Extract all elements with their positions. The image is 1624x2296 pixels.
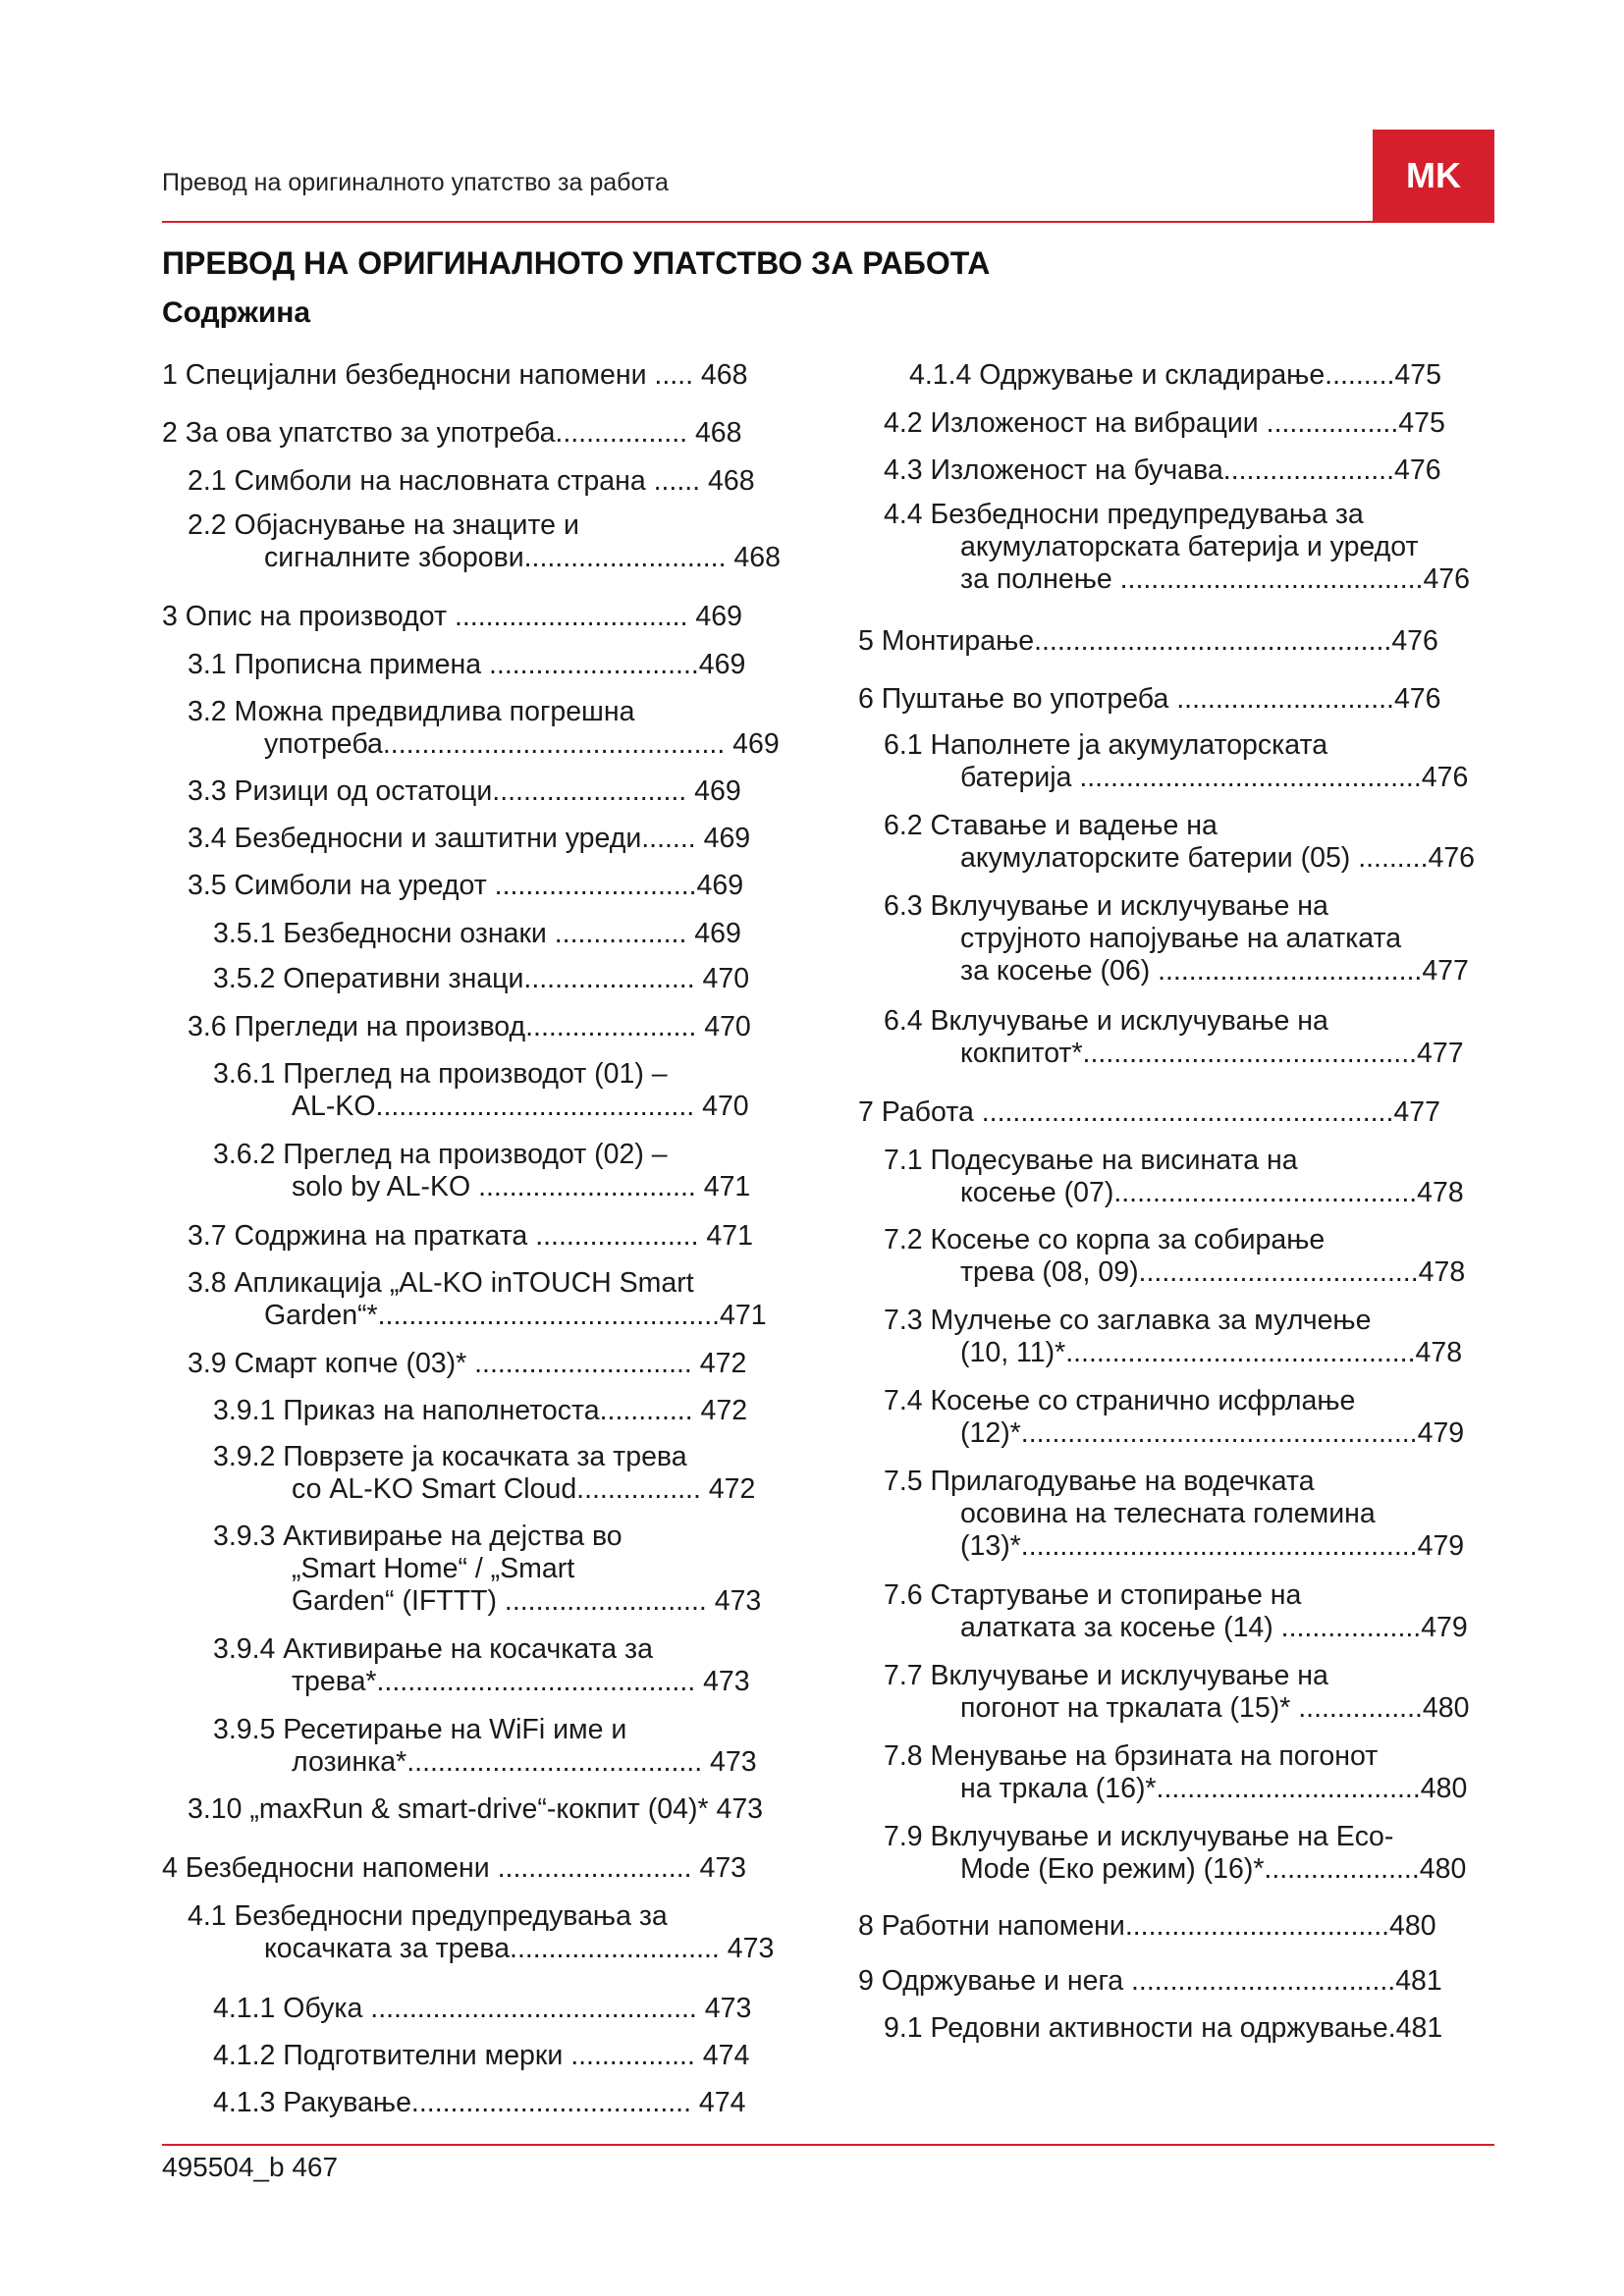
toc-entry xyxy=(213,2087,745,2119)
toc-entry xyxy=(188,1900,774,1965)
toc-entry-line: 3.6.2 Преглед на производот (02) – xyxy=(213,1139,668,1170)
toc-entry xyxy=(884,2012,1442,2045)
toc-entry-continuation: осовина на телесната големина xyxy=(960,1498,1376,1529)
toc-entry xyxy=(188,509,781,574)
toc-entry-continuation: батерија ............................................476 xyxy=(960,762,1469,793)
toc-entry-line: 3.8 Апликација „AL-KO inTOUCH Smart xyxy=(188,1267,694,1299)
toc-entry xyxy=(213,1058,749,1123)
toc-entry-continuation: косачката за трева........................... 473 xyxy=(264,1933,775,1964)
toc-entry-continuation: Garden“ (IFTTT) .......................... 473 xyxy=(292,1585,762,1617)
toc-entry xyxy=(188,1220,753,1253)
toc-entry-line: 3.10 „maxRun & smart-drive“-кокпит (04)* 473 xyxy=(188,1793,764,1825)
toc-entry-line: 6.3 Вклучување и исклучување на xyxy=(884,890,1328,922)
toc-entry-continuation: акумулаторската батерија и уредот xyxy=(960,531,1419,562)
toc-entry-continuation: за косење (06) ..................................477 xyxy=(960,955,1469,987)
toc-entry xyxy=(213,1395,747,1427)
toc-entry xyxy=(884,1224,1465,1289)
toc-entry-line: 4.1.1 Обука .......................................... 473 xyxy=(213,1993,752,2024)
toc-entry xyxy=(188,775,741,808)
toc-entry xyxy=(213,918,741,950)
toc-entry xyxy=(188,1267,767,1332)
toc-entry-continuation: лозинка*...................................... 473 xyxy=(292,1746,757,1778)
toc-entry-line: 3.3 Ризици од остатоци......................... 469 xyxy=(188,775,741,807)
toc-entry xyxy=(213,2040,749,2072)
toc-entry-line: 7.2 Косење со корпа за собирање xyxy=(884,1224,1326,1255)
footer-rule xyxy=(162,2144,1494,2146)
toc-entry-line: 4.1.2 Подготвителни мерки ................ 474 xyxy=(213,2040,750,2071)
toc-entry-continuation: акумулаторските батерии (05) .........476 xyxy=(960,842,1476,874)
toc-entry xyxy=(884,1305,1462,1369)
toc-entry xyxy=(858,625,1438,658)
running-header: Превод на оригиналното упатство за работа xyxy=(162,169,669,196)
toc-entry-line: 4.2 Изложеност на вибрации .................475 xyxy=(884,407,1445,439)
toc-entry-continuation: алатката за косење (14) ..................479 xyxy=(960,1612,1468,1643)
toc-entry-line: 3.6.1 Преглед на производот (01) – xyxy=(213,1058,668,1090)
toc-entry xyxy=(884,1005,1464,1070)
toc-entry-line: 3.7 Содржина на пратката ..................... 471 xyxy=(188,1220,753,1252)
toc-entry xyxy=(188,696,780,761)
toc-entry xyxy=(858,683,1441,716)
toc-entry xyxy=(884,1660,1469,1725)
toc-entry xyxy=(884,729,1468,794)
toc-entry-continuation: трева (08, 09)....................................478 xyxy=(960,1256,1466,1288)
toc-entry xyxy=(188,870,743,902)
toc-entry-line: 7.6 Стартување и стопирање на xyxy=(884,1579,1302,1611)
toc-entry xyxy=(188,649,745,681)
toc-entry-line: 7.8 Менување на брзината на погонот xyxy=(884,1740,1379,1772)
footer-page-number: 467 xyxy=(292,2152,339,2182)
toc-entry-line: 3.9.5 Ресетирање на WiFi име и xyxy=(213,1714,627,1745)
toc-entry xyxy=(884,1385,1464,1450)
toc-entry xyxy=(884,1740,1467,1805)
toc-entry-line: 3.5.2 Оперативни знаци...................... 470 xyxy=(213,963,750,994)
toc-entry-line: 4.1.4 Одржување и складирање.........475 xyxy=(909,359,1441,391)
toc-entry-line: 9 Одржување и нега ..................................481 xyxy=(858,1965,1442,1997)
toc-entry xyxy=(162,1852,746,1885)
toc-entry xyxy=(858,1096,1440,1129)
toc-entry-line: 7.1 Подесување на висината на xyxy=(884,1145,1298,1176)
toc-entry xyxy=(213,1714,757,1779)
toc-entry-line: 8 Работни напомени..................................480 xyxy=(858,1910,1436,1942)
toc-entry-line: 3.9.2 Поврзете ја косачката за трева xyxy=(213,1441,687,1472)
toc-entry xyxy=(884,810,1475,875)
toc-entry-continuation: (10, 11)*.............................................478 xyxy=(960,1337,1463,1368)
toc-entry xyxy=(188,465,755,498)
toc-entry-line: 7.9 Вклучување и исклучување на Eco- xyxy=(884,1821,1394,1852)
toc-entry-line: 6.4 Вклучување и исклучување на xyxy=(884,1005,1328,1037)
toc-entry xyxy=(213,963,749,995)
toc-entry xyxy=(188,1011,751,1043)
toc-entry-line: 7.4 Косење со странично исфрлање xyxy=(884,1385,1356,1416)
toc-entry xyxy=(213,1139,750,1203)
toc-entry-line: 3.9.4 Активирање на косачката за xyxy=(213,1633,653,1665)
toc-entry-line: 7.3 Мулчење со заглавка за мулчење xyxy=(884,1305,1372,1336)
toc-entry xyxy=(213,1521,761,1618)
toc-entry-continuation: (12)*...................................................479 xyxy=(960,1417,1465,1449)
toc-entry-line: 3.6 Прегледи на производ...................... 470 xyxy=(188,1011,751,1042)
toc-entry-line: 2.1 Симболи на насловната страна ...... 468 xyxy=(188,465,755,497)
toc-entry xyxy=(909,359,1441,392)
toc-entry-line: 3.5.1 Безбедносни ознаки ................. 469 xyxy=(213,918,741,949)
toc-entry-line: 7.7 Вклучување и исклучување на xyxy=(884,1660,1328,1691)
toc-entry-continuation: Mode (Еко режим) (16)*....................480 xyxy=(960,1853,1467,1885)
toc-entry-continuation: solo by AL-KO ............................ 471 xyxy=(292,1171,751,1202)
toc-entry xyxy=(858,1965,1442,1998)
toc-entry-line: 4.1.3 Ракување.................................... 474 xyxy=(213,2087,746,2118)
toc-entry xyxy=(188,823,750,855)
footer xyxy=(162,2152,338,2183)
toc-entry-line: 7 Работа .....................................................477 xyxy=(858,1096,1440,1128)
toc-entry-continuation: за полнење .......................................476 xyxy=(960,563,1470,595)
toc-entry-continuation: Garden“*............................................471 xyxy=(264,1300,767,1331)
toc-entry-continuation: AL-KO......................................... 470 xyxy=(292,1091,749,1122)
toc-entry-line: 3.5 Симболи на уредот ..........................469 xyxy=(188,870,744,901)
footer-doc-number: 495504_b xyxy=(162,2152,285,2182)
toc-entry-line: 4.4 Безбедносни предупредувања за xyxy=(884,499,1364,530)
toc-entry-continuation: струјното напојување на алатката xyxy=(960,923,1402,954)
toc-entry xyxy=(188,1793,763,1826)
toc-entry-line: 6.2 Ставање и вадење на xyxy=(884,810,1218,841)
toc-entry xyxy=(213,1633,750,1698)
toc-entry-continuation: употреба............................................ 469 xyxy=(264,728,780,760)
toc-entry xyxy=(884,407,1445,440)
toc-entry xyxy=(884,499,1470,596)
toc-entry xyxy=(884,454,1441,487)
toc-entry xyxy=(884,1466,1464,1563)
toc-entry xyxy=(884,1821,1466,1886)
toc-entry-line: 4 Безбедносни напомени ......................... 473 xyxy=(162,1852,747,1884)
header-rule xyxy=(162,221,1494,223)
toc-entry-continuation: погонот на тркалата (15)* ................480 xyxy=(960,1692,1470,1724)
toc-entry xyxy=(162,601,742,633)
toc-entry xyxy=(858,1910,1436,1943)
toc-entry xyxy=(188,1348,746,1380)
toc-entry-line: 3.9 Смарт копче (03)* ............................ 472 xyxy=(188,1348,747,1379)
toc-entry-continuation: трева*......................................... 473 xyxy=(292,1666,750,1697)
toc-entry-line: 3.4 Безбедносни и заштитни уреди....... 469 xyxy=(188,823,751,854)
toc-entry-line: 3.9.3 Активирање на дејства во xyxy=(213,1521,623,1552)
toc-entry-line: 3.1 Прописна примена ...........................469 xyxy=(188,649,746,680)
toc-entry xyxy=(162,417,742,450)
toc-entry-line: 3.2 Можна предвидлива погрешна xyxy=(188,696,635,727)
toc-entry-line: 1 Специјални безбедносни напомени ..... 468 xyxy=(162,359,748,391)
toc-heading: Содржина xyxy=(162,296,311,329)
toc-entry-continuation: „Smart Home“ / „Smart xyxy=(292,1553,575,1584)
toc-entry-line: 2 За ова упатство за употреба................. 468 xyxy=(162,417,742,449)
document-title: ПРЕВОД НА ОРИГИНАЛНОТО УПАТСТВО ЗА РАБОТА xyxy=(162,245,991,281)
language-badge: MK xyxy=(1373,130,1494,222)
toc-entry xyxy=(884,890,1469,988)
toc-entry xyxy=(213,1993,751,2025)
toc-entry xyxy=(884,1579,1468,1644)
toc-entry xyxy=(162,359,747,392)
toc-entry-line: 4.1 Безбедносни предупредувања за xyxy=(188,1900,668,1932)
toc-entry-line: 7.5 Прилагодување на водечката xyxy=(884,1466,1315,1497)
toc-entry-line: 6.1 Наполнете ја акумулаторската xyxy=(884,729,1328,761)
toc-entry xyxy=(884,1145,1464,1209)
toc-entry-line: 3.9.1 Приказ на наполнетоста............ 472 xyxy=(213,1395,748,1426)
toc-entry-line: 5 Монтирање..............................................476 xyxy=(858,625,1438,657)
toc-entry-continuation: со AL-KO Smart Cloud................ 472 xyxy=(292,1473,756,1505)
toc-entry-line: 3 Опис на производот .............................. 469 xyxy=(162,601,742,632)
toc-entry xyxy=(213,1441,755,1506)
toc-entry-line: 2.2 Објаснување на знаците и xyxy=(188,509,579,541)
toc-entry-continuation: на тркала (16)*..................................480 xyxy=(960,1773,1468,1804)
toc-entry-line: 6 Пуштање во употреба ............................476 xyxy=(858,683,1441,715)
toc-entry-continuation: кокпитот*...........................................477 xyxy=(960,1038,1464,1069)
toc-entry-line: 9.1 Редовни активности на одржување.481 xyxy=(884,2012,1443,2044)
toc-entry-continuation: косење (07).......................................478 xyxy=(960,1177,1464,1208)
toc-entry-continuation: сигналните зборови.......................... 468 xyxy=(264,542,781,573)
toc-entry-continuation: (13)*...................................................479 xyxy=(960,1530,1465,1562)
toc-entry-line: 4.3 Изложеност на бучава......................476 xyxy=(884,454,1441,486)
